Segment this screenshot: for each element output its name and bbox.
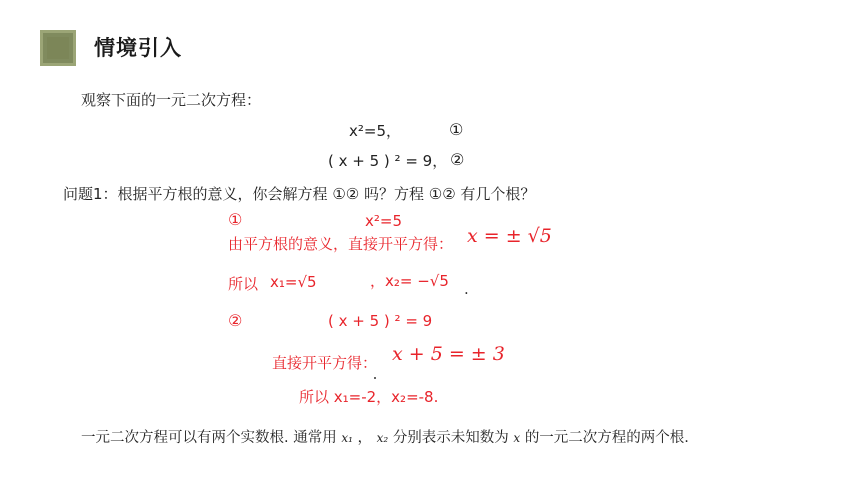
- solution-2-result: 所以 x₁=-2，x₂=-8.: [299, 388, 439, 406]
- solution-2-step: 直接开平方得：: [272, 354, 378, 372]
- solution-2-step-math: x + 5 = ± 3: [392, 343, 505, 365]
- solution-1-marker: ①: [228, 210, 243, 229]
- conclusion-var-x2: x₂: [376, 431, 389, 445]
- solution-1-result-prefix: 所以: [228, 275, 259, 293]
- page-title: 情境引入: [94, 36, 182, 60]
- solution-2-equation: ( x + 5 ) ² = 9: [328, 312, 433, 330]
- decorative-dot: [374, 377, 376, 379]
- equation-2-marker: ②: [450, 150, 465, 169]
- equation-1: x²=5，: [349, 122, 402, 140]
- conclusion-var-x1: x₁: [341, 431, 353, 445]
- solution-1-x1: x₁=√5: [270, 273, 317, 291]
- conclusion-part-b: 分别表示未知数为: [392, 430, 509, 446]
- solution-1-equation: x²=5: [365, 212, 403, 230]
- solution-2-marker: ②: [228, 311, 243, 330]
- conclusion-var-x: x: [513, 431, 521, 445]
- equation-1-marker: ①: [449, 120, 464, 139]
- green-square-logo-icon: [40, 30, 76, 66]
- question-1: 问题1：根据平方根的意义，你会解方程 ①② 吗？方程 ①② 有几个根？: [63, 185, 536, 203]
- conclusion-part-c: 的一元二次方程的两个根.: [524, 430, 689, 446]
- equation-2: ( x + 5 ) ² = 9，: [328, 152, 448, 170]
- solution-1-step-math: x = ± √5: [467, 225, 552, 247]
- solution-1-step: 由平方根的意义，直接开平方得：: [228, 235, 454, 253]
- conclusion-text: [81, 426, 689, 447]
- intro-text: 观察下面的一元二次方程：: [81, 91, 262, 109]
- conclusion-part-a: 一元二次方程可以有两个实数根. 通常用: [81, 430, 337, 446]
- solution-1-x2: ，x₂= −√5: [370, 272, 449, 290]
- solution-1-trailing-dot: .: [464, 280, 469, 298]
- conclusion-separator: ，: [357, 430, 373, 446]
